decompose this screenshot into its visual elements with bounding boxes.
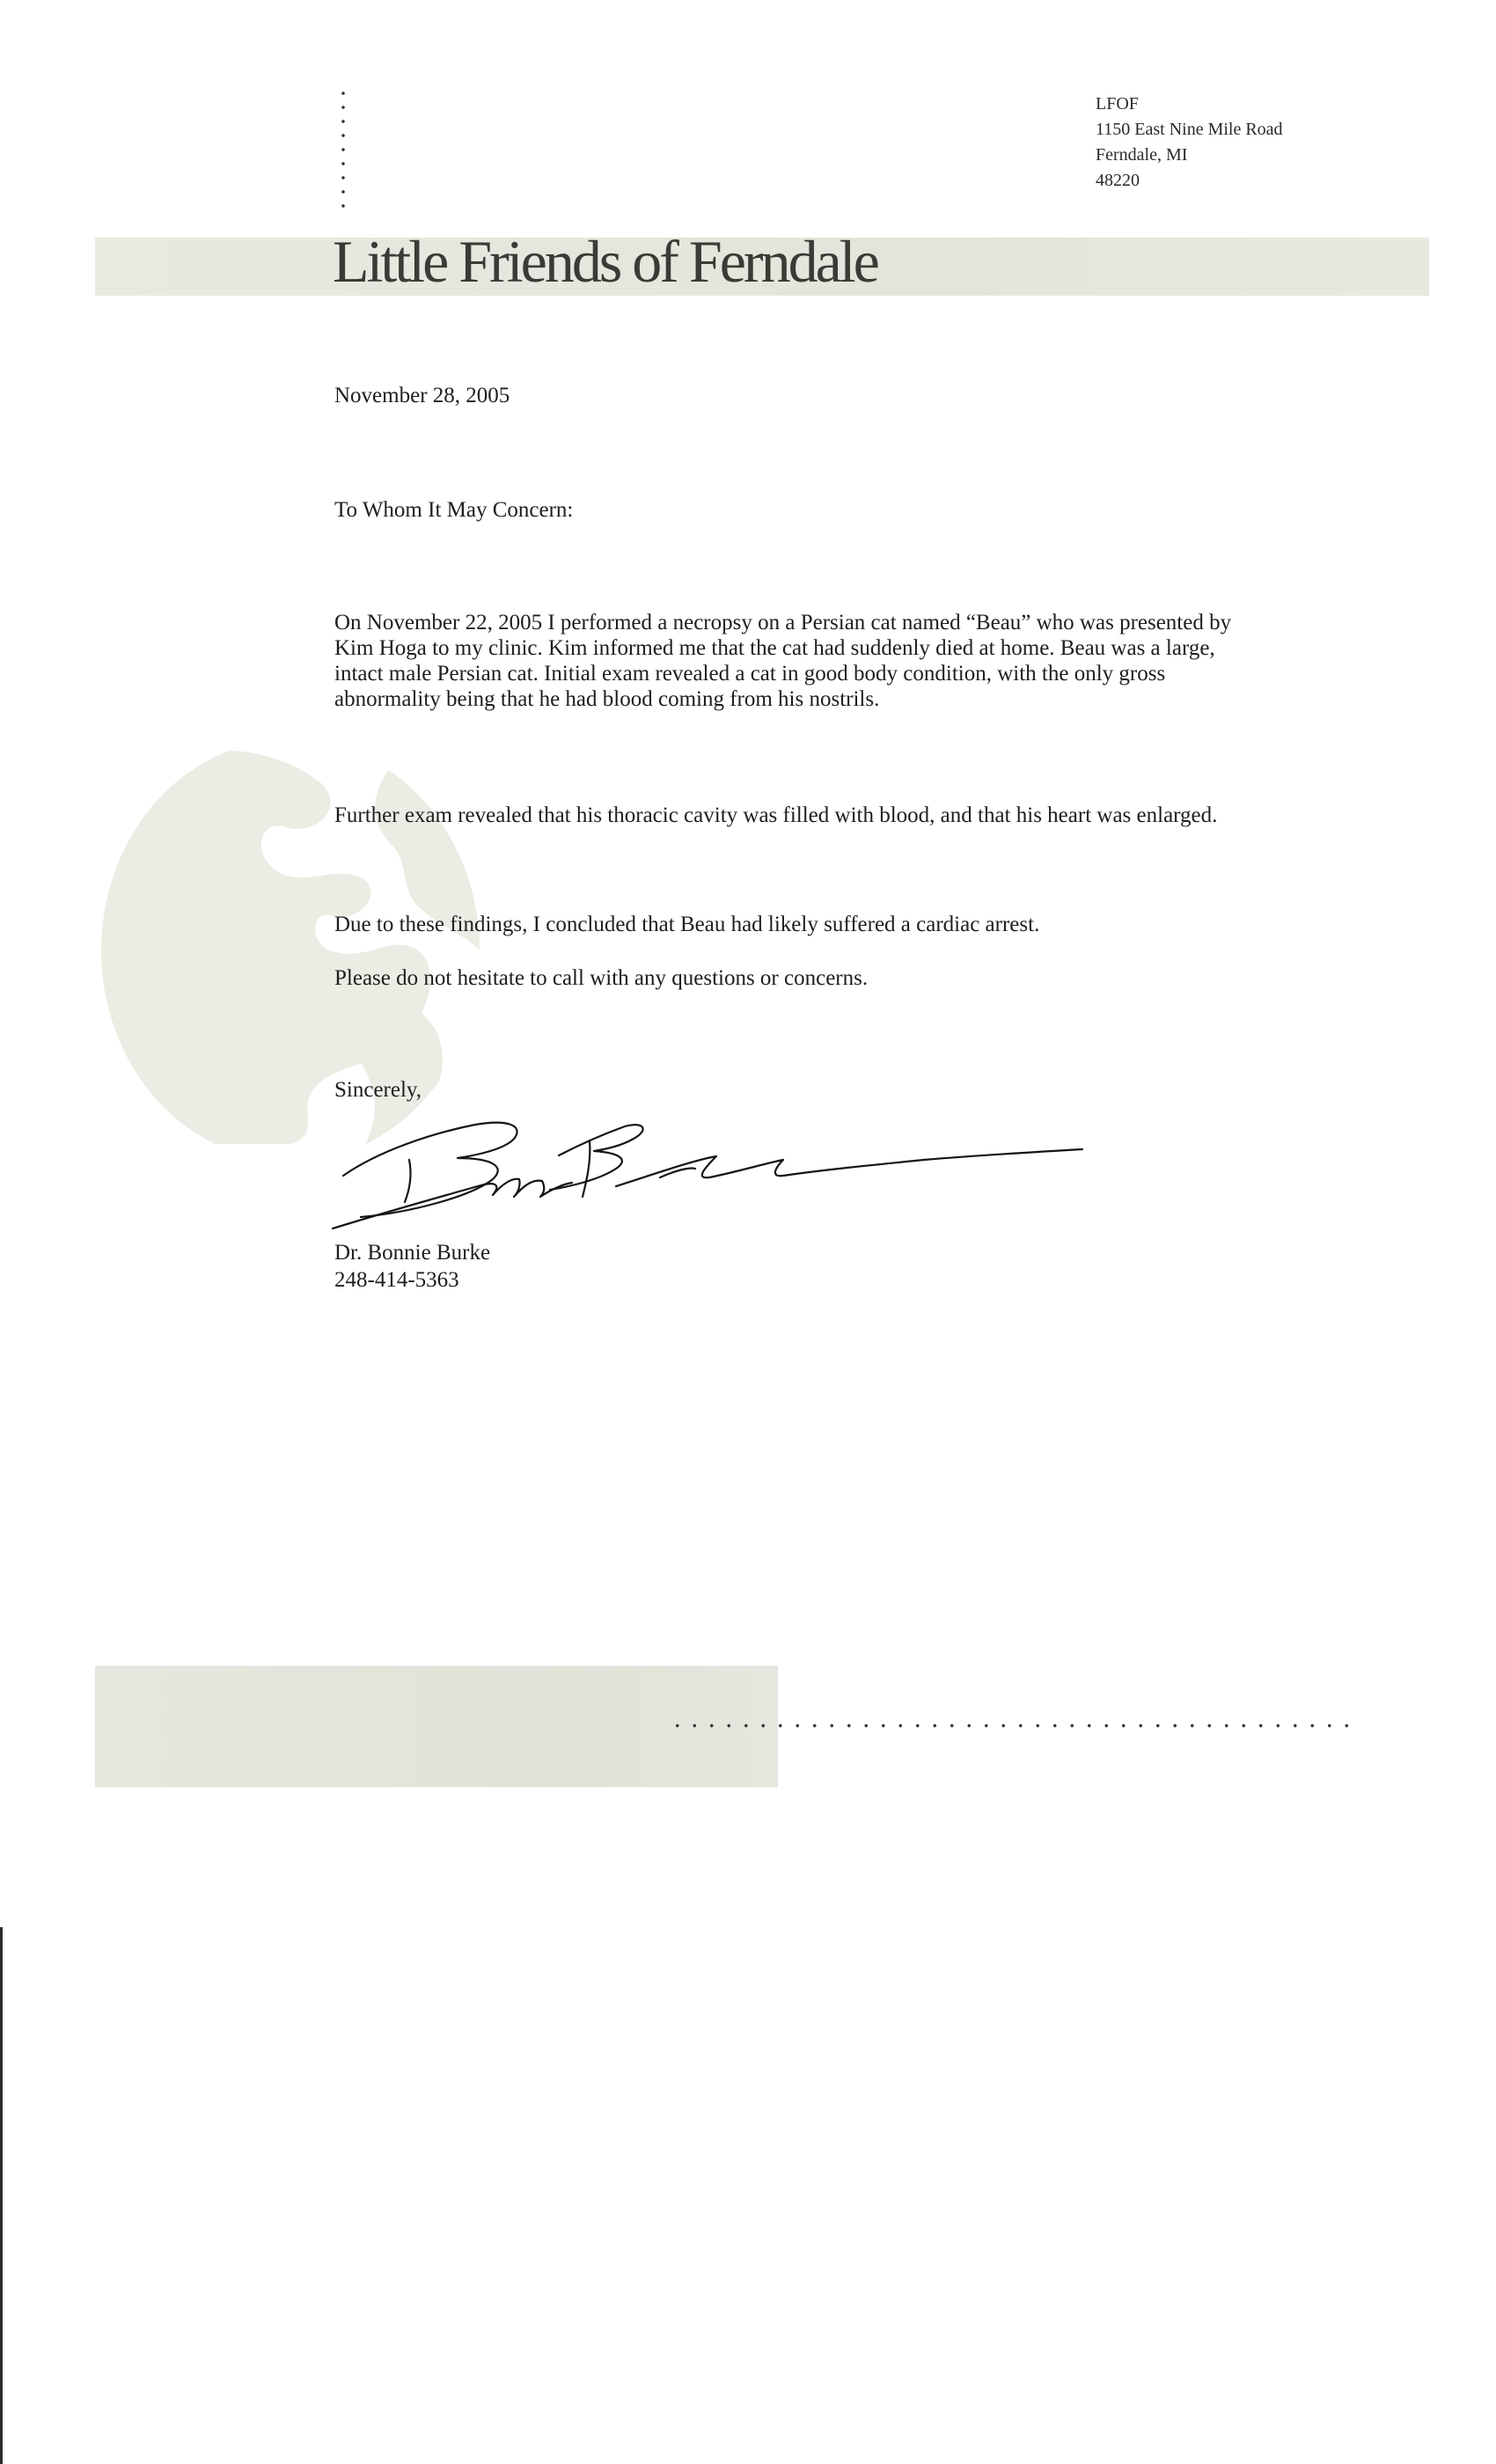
- address-line: Ferndale, MI: [1096, 145, 1188, 165]
- address-line: 1150 East Nine Mile Road: [1096, 120, 1283, 139]
- paragraph-line: intact male Persian cat. Initial exam revealed a cat in good body condition, with the only gross: [334, 662, 1166, 686]
- paragraph-further-exam: Further exam revealed that his thoracic cavity was filled with blood, and that his heart was enlarged.: [334, 803, 1218, 827]
- signer-name: Dr. Bonnie Burke: [334, 1241, 491, 1265]
- organization-name: Little Friends of Ferndale: [333, 228, 877, 295]
- salutation: To Whom It May Concern:: [334, 498, 574, 522]
- letter-date: November 28, 2005: [334, 384, 510, 407]
- signer-phone: 248-414-5363: [334, 1268, 459, 1292]
- paragraph-necropsy: [334, 610, 1346, 712]
- paragraph-conclusion: Due to these findings, I concluded that Beau had likely suffered a cardiac arrest.: [334, 913, 1040, 936]
- scan-edge: [0, 1927, 3, 2464]
- letterhead-dotted-rule: [341, 86, 345, 218]
- paragraph-contact: Please do not hesitate to call with any questions or concerns.: [334, 966, 869, 990]
- signer-block: [334, 1239, 490, 1294]
- handwritten-signature: [326, 1098, 1100, 1239]
- closing: Sincerely,: [334, 1078, 422, 1102]
- paragraph-line: Kim Hoga to my clinic. Kim informed me that the cat had suddenly died at home. Beau was a large,: [334, 636, 1215, 660]
- globe-watermark-icon: [101, 730, 480, 1144]
- address-line: LFOF: [1096, 94, 1139, 114]
- footer-dotted-rule: [669, 1723, 1357, 1728]
- letterhead-address: [1096, 92, 1283, 194]
- paragraph-line: abnormality being that he had blood coming from his nostrils.: [334, 687, 880, 711]
- address-line: 48220: [1096, 171, 1140, 190]
- paragraph-line: On November 22, 2005 I performed a necropsy on a Persian cat named “Beau” who was presented by: [334, 611, 1232, 634]
